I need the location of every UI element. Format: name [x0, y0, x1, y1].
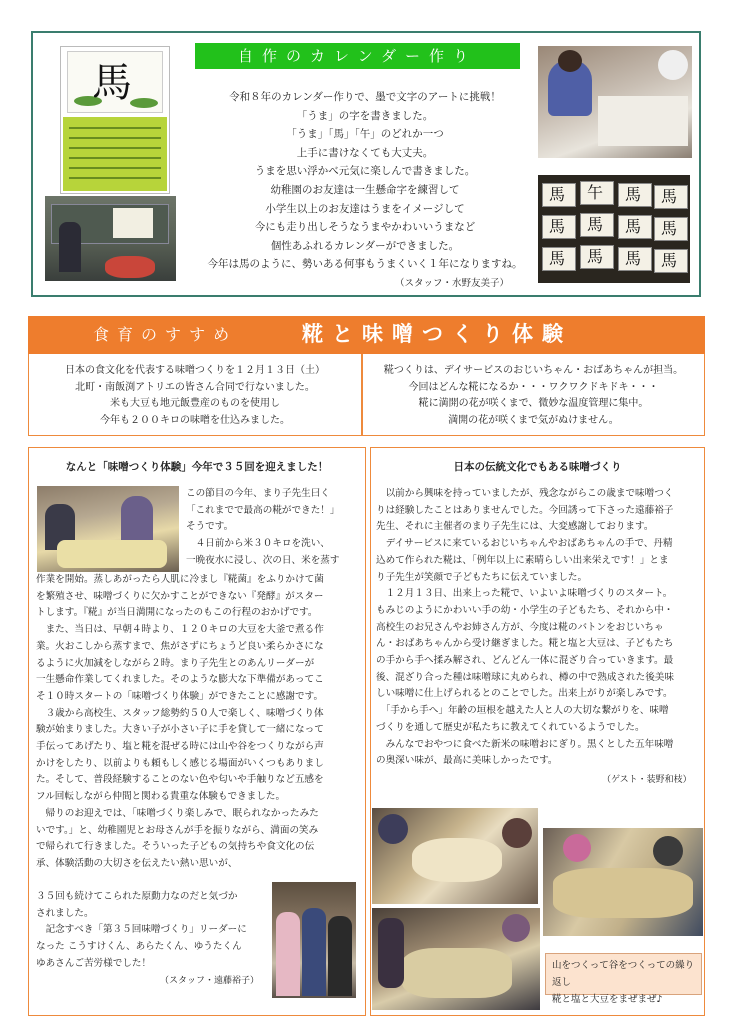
photo-classroom [45, 196, 176, 281]
miso-intro-right [362, 354, 705, 436]
photo-mixing-2 [543, 828, 703, 936]
body-line: 作業を開始。蒸しあがったら人肌に冷まし『糀菌』をふりかけて菌 [36, 574, 324, 585]
body-line: しい味噌に仕上げられるとのことでした。出来上がりが楽しみです。 [376, 688, 673, 700]
left-body-top [186, 486, 361, 570]
calendar-credit: （スタッフ・水野友美子） [395, 278, 510, 289]
right-credit: （ゲスト・装野和枝） [602, 775, 692, 785]
photo-mixing-1 [372, 808, 538, 904]
body-line: そうです。 [186, 521, 234, 533]
body-line: 後、混ざり合った種は味噌球に丸められ、樽の中で熟成された後美味 [376, 671, 674, 683]
caption-line: 糀と塩と大豆をまぜまぜ♪ [552, 994, 663, 1005]
intro-line: 今回はどんな糀になるか・・・ワクワクドキドキ・・・ [408, 381, 659, 393]
calendar-line: 幼稚園のお友達は一生懸命字を練習して [270, 183, 460, 196]
body-line: フル回転しながら仲間と関わる貴重な体験もできました。 [36, 791, 286, 803]
photo-leaders [272, 882, 356, 998]
body-line: そ１０時スタートの「味噌づくり体験」ができたことに感謝です。 [36, 690, 324, 702]
body-line: もみじのようにかわいい手の幼・小学生の子どもたち、それから中・ [376, 604, 674, 616]
calendar-line: 個性あふれるカレンダーができました。 [270, 239, 460, 252]
calendar-body [207, 88, 523, 274]
calendar-row [69, 127, 161, 129]
body-line: 「これまでで最高の糀ができた！」 [186, 504, 340, 516]
body-line: 業。火おこしから蒸すまで、焦がさずにちょうど良い柔らかさにな [36, 640, 324, 652]
photo-children-writing [538, 46, 692, 158]
body-line: この節目の今年、まり子先生曰く [186, 488, 330, 499]
body-line: １２月１３日、出来上った糀で、いよいよ味噌づくりのスタート。 [376, 588, 673, 600]
calendar-row [69, 167, 161, 169]
body-line: なった こうすけくん、あらたくん、ゆうたくん [36, 941, 242, 953]
body-line: されました。 [36, 907, 94, 919]
body-line: 「手から手へ」年齢の垣根を越えた人と人の大切な繋がりを、味噌 [376, 705, 669, 717]
body-line: ４日前から米３０キロを洗い、 [186, 538, 330, 550]
intro-line: 満開の花が咲くまで気がぬけません。 [448, 414, 619, 426]
calendar-kanji: 馬 [92, 60, 132, 106]
calendar-line: 令和８年のカレンダー作りで、墨で文字のアートに挑戦！ [229, 91, 501, 103]
left-body-bottom [36, 889, 270, 973]
intro-line: 米も大豆も地元飯豊産のものを使用し [110, 398, 280, 409]
leaf-decoration [130, 98, 158, 108]
body-line: で帰られて行きました。そういった子どもの気持ちや食文化の伝 [36, 841, 315, 853]
body-line: みんなでおやつに食べた新米の味噌おにぎり。黒くとした五年味噌 [376, 738, 674, 750]
calendar-line: うまを思い浮かべ元気に楽しんで書きました。 [254, 165, 476, 178]
body-line: 記念すべき「第３５回味噌づくり」リーダーに [36, 924, 247, 936]
body-line: 帰りのお迎えでは、「味噌づくり楽しみで、眠られなかったみた [36, 807, 319, 819]
intro-line: 糀つくりは、デイサービスのおじいちゃん・おばあちゃんが担当。 [383, 365, 684, 376]
calendar-image [60, 46, 170, 194]
body-line: りは経験したことはありませんでした。今回誘って下さった遠藤裕子 [376, 504, 674, 516]
intro-line: 糀に満開の花が咲くまで、微妙な温度管理に集中。 [418, 398, 649, 409]
calendar-line: 小学生以上のお友達はうまをイメージして [265, 202, 465, 215]
left-body-main [36, 572, 360, 873]
body-line: いです。」と、幼稚園児とお母さんが手を振りながら、満面の笑み [36, 824, 319, 836]
left-panel-title: なんと「味噌つくり体験」今年で３５回を迎えました！ [65, 461, 329, 473]
body-line: ３５回も続けてこられた原動力なのだと気づか [36, 891, 238, 902]
body-line: り子先生が笑顔で子どもたちに伝えていました。 [376, 571, 588, 583]
body-line: ３歳から高校生、スタッフ総勢約５０人で楽しく、味噌づくり体 [36, 707, 324, 719]
photo-caption [545, 953, 702, 1005]
photo-calligraphy-papers: 馬 午 馬 馬 馬 馬 馬 馬 馬 馬 馬 馬 [538, 175, 690, 283]
body-line: 高校生のお兄さんやお姉さん方が、今度は糀のバトンをおじいちゃ [376, 621, 664, 633]
body-line: また、当日は、早朝４時より、１２０キロの大豆を大釜で煮る作 [36, 624, 324, 636]
miso-header-title: 糀と味噌つくり体験 [302, 322, 572, 346]
body-line: デイサービスに来ているおじいちゃんやおばあちゃんの手で、丹精 [376, 538, 673, 550]
calendar-row [69, 137, 161, 139]
calendar-row [69, 157, 161, 159]
calendar-line: 「うま」「馬」「午」のどれか一つ [286, 128, 444, 141]
body-line: 手伝ってあげたり、塩と糀を混ぜる時には山や谷をつくりながら声 [36, 741, 324, 753]
intro-line: 北町・南飯渕アトリエの皆さん合同で行ないました。 [75, 381, 315, 393]
miso-header-left: 食育のすすめ [93, 325, 238, 344]
calendar-grid [63, 117, 167, 191]
body-line: かけをしたり、以前よりも頼もしく感じる場面がいくつもありまし [36, 757, 324, 769]
body-line: ゆあさんご苦労様でした！ [36, 957, 152, 969]
body-line: 一晩夜水に浸し、次の日、米を蒸す [186, 554, 340, 566]
calendar-row [69, 177, 161, 179]
body-line: 先生、それに主催者のまり子先生には、大変感謝しております。 [376, 521, 654, 533]
body-line: 験が始まりました。大きい子が小さい子に手を貸して一緒になって [36, 724, 324, 736]
calendar-line: 今にも走り出しそうなうまやかわいいうまなど [254, 221, 476, 234]
body-line: 承、体験活動の大切さを伝えたい熱い思いが、 [36, 857, 238, 869]
body-line: づくりを通して歴史が私たちに教えてくれているようでした。 [376, 721, 645, 733]
body-line: た。そして、普段経験することのない色や匂いや手触りなど五感を [36, 774, 324, 786]
right-panel-title: 日本の伝統文化でもある味噌づくり [453, 461, 622, 473]
right-body [376, 486, 700, 770]
body-line: の手から手へ揉み解され、どんどん一体に混ざり合っていきます。最 [376, 655, 674, 667]
calendar-line: 今年は馬のように、勢いある何事もうまくいく１年になりますね。 [207, 258, 523, 271]
body-line: を繁殖させ、味噌づくりに欠かすことができない『発酵』がスター [36, 590, 324, 602]
body-line: 込めて作られた糀は、「例年以上に素晴らしい出来栄えです！」とま [376, 554, 669, 566]
miso-intro-left [28, 354, 362, 436]
photo-mixing-3 [372, 908, 540, 1010]
intro-line: 日本の食文化を代表する味噌つくりを１２月１３日（土） [65, 365, 325, 376]
calendar-line: 「うま」の字を書きました。 [296, 109, 434, 122]
calligraphy-art [67, 51, 163, 113]
intro-line: 今年も２００キロの味噌を仕込みました。 [100, 414, 290, 426]
body-line: トします。『糀』が当日満開になったのもこの行程のおかげです。 [36, 607, 318, 619]
left-credit: （スタッフ・遠藤裕子） [160, 976, 260, 986]
body-line: の奥深い味が、最高に美味しかったです。 [376, 755, 558, 767]
caption-line: 山をつくって谷をつくっての繰り返し [552, 960, 695, 988]
photo-koji-making [37, 486, 179, 572]
body-line: 以前から興味を持っていましたが、残念ながらこの歳まで味噌つく [376, 488, 674, 499]
body-line: るように火加減をしながら２時。まり子先生とのあんリーダーが [36, 657, 315, 669]
calendar-title: 自作のカレンダー作り [195, 43, 520, 69]
body-line: 一生懸命作業してくれました。そのような膨大な下準備があってこ [36, 674, 324, 686]
calendar-row [69, 147, 161, 149]
calendar-line: 上手に書けなくても大丈夫。 [296, 146, 434, 159]
body-line: ん・おばあちゃんから受け継ぎました。糀と塩と大豆は、子どもたち [376, 638, 674, 650]
